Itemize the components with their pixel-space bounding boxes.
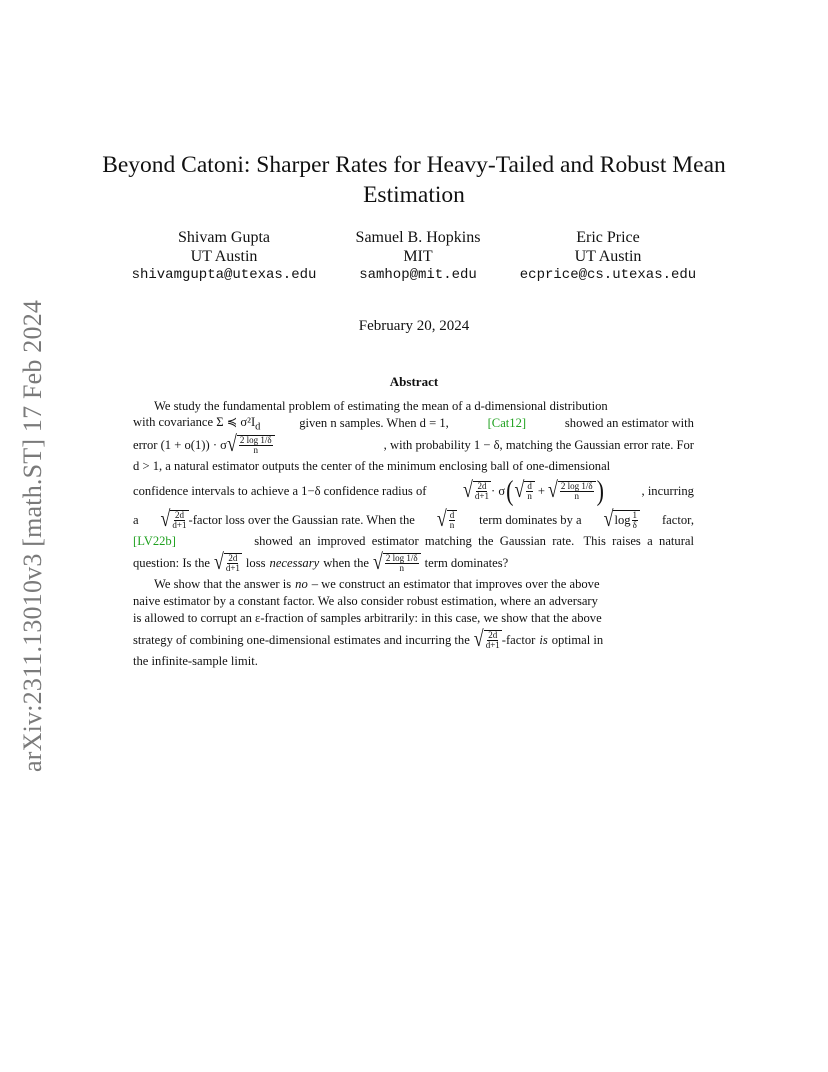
numerator: 2d xyxy=(488,629,498,640)
author-affiliation: UT Austin xyxy=(574,247,642,265)
radical-sign: √ xyxy=(373,548,383,574)
denominator: d+1 xyxy=(225,563,240,573)
abstract-line xyxy=(133,610,694,627)
abstract-line xyxy=(133,507,694,533)
radicand xyxy=(224,553,242,574)
sqrt-expression xyxy=(473,625,502,651)
fraction xyxy=(172,511,186,531)
radicand xyxy=(524,481,535,502)
radical-sign: √ xyxy=(436,505,447,531)
sqrt-expression xyxy=(160,505,189,531)
title-line-1: Beyond Catoni: Sharper Rates for Heavy-Tailed and Robust Mean xyxy=(102,152,726,178)
abstract-line xyxy=(133,475,694,507)
author-email[interactable]: shivamgupta@utexas.edu xyxy=(131,267,317,283)
numerator: 2d xyxy=(228,552,238,563)
abstract-text: term dominates? xyxy=(424,555,509,570)
abstract-line xyxy=(133,415,694,432)
math-expression xyxy=(473,625,536,651)
numerator: 2 log 1/δ xyxy=(385,552,418,563)
math-text: 1 xyxy=(260,434,265,445)
radical-sign: √ xyxy=(547,476,558,502)
radicand xyxy=(447,510,458,531)
math-expression xyxy=(133,430,275,456)
math-text: δ xyxy=(413,552,418,563)
paren-right: ) xyxy=(596,474,604,507)
radical-sign: √ xyxy=(473,625,484,651)
math-text: · σ xyxy=(491,483,506,498)
fraction xyxy=(632,511,639,531)
paper-date: February 20, 2024 xyxy=(358,318,470,334)
abstract-text: given n samples. When d = 1, xyxy=(299,416,449,430)
denominator: d+1 xyxy=(172,520,187,530)
abstract-text xyxy=(133,414,260,433)
radical-sign: √ xyxy=(160,505,171,531)
abstract-text: is allowed to corrupt an ε-fraction of samples arbitrarily: in this case, we show that the above xyxy=(133,611,602,625)
math-text: 2 log xyxy=(385,552,405,563)
abstract-text: -factor xyxy=(501,632,536,647)
abstract-text: factor, xyxy=(661,512,694,527)
author-block-3 xyxy=(512,229,704,285)
math-covariance: with covariance Σ ≼ σ²I xyxy=(133,415,256,430)
author-name: Samuel B. Hopkins xyxy=(355,229,481,246)
sqrt-expression xyxy=(436,505,457,531)
abstract-text: question: Is the xyxy=(133,555,210,570)
numerator: 2d xyxy=(477,480,487,491)
math-subscript: d xyxy=(255,421,261,433)
radical-sign: √ xyxy=(213,548,224,574)
abstract-text: We show that the answer is xyxy=(154,577,292,591)
radicand xyxy=(473,481,491,502)
math-expression xyxy=(160,505,415,531)
numerator: 2 log 1/δ xyxy=(239,434,272,445)
math-text: log xyxy=(614,513,631,527)
math-expression xyxy=(373,548,421,574)
abstract-line xyxy=(133,576,694,593)
math-text: + xyxy=(537,483,545,498)
numerator: 2d xyxy=(174,509,184,520)
abstract-line xyxy=(133,458,694,475)
author-block-2 xyxy=(340,229,496,285)
denominator: n xyxy=(253,445,258,455)
denominator: δ xyxy=(632,520,637,530)
author-affiliation: UT Austin xyxy=(190,247,258,265)
denominator: d+1 xyxy=(485,640,500,650)
abstract-line xyxy=(133,432,694,458)
abstract-text: -factor loss over the Gaussian rate. When the xyxy=(188,512,415,527)
sqrt-expression xyxy=(373,548,421,574)
denominator: n xyxy=(527,491,532,501)
radical-sign: √ xyxy=(226,430,237,456)
math-expression xyxy=(603,505,640,531)
math-text: 1 xyxy=(581,480,586,491)
radicand xyxy=(170,510,188,531)
abstract-line xyxy=(133,593,694,610)
sqrt-expression xyxy=(514,476,534,502)
denominator: n xyxy=(574,491,579,501)
radicand xyxy=(237,435,275,456)
radicand xyxy=(484,630,502,651)
abstract-body xyxy=(133,398,694,670)
sqrt-expression xyxy=(463,476,491,502)
abstract-text: showed an improved estimator matching the Gaussian rate. This raises a natural xyxy=(254,534,694,548)
author-email[interactable]: samhop@mit.edu xyxy=(359,267,477,283)
denominator: d+1 xyxy=(474,491,489,501)
denominator: n xyxy=(449,520,455,530)
math-expression xyxy=(436,505,457,531)
math-text: δ xyxy=(267,434,272,445)
radical-sign: √ xyxy=(603,505,614,531)
author-block-1 xyxy=(128,229,320,285)
numerator: d xyxy=(449,509,455,520)
author-name: Shivam Gupta xyxy=(178,229,270,246)
paren-left: ( xyxy=(506,474,514,507)
arxiv-stamp: arXiv:2311.13010v3 [math.ST] 17 Feb 2024 xyxy=(18,299,47,772)
emphasis-text: necessary xyxy=(269,555,320,570)
math-text: 2 log xyxy=(239,434,259,445)
abstract-text: We study the fundamental problem of estimating the mean of a d-dimensional distribution xyxy=(154,399,608,413)
abstract-text: strategy of combining one-dimensional estimates and incurring the xyxy=(133,632,470,647)
title-line-2: Estimation xyxy=(363,182,465,208)
sqrt-expression xyxy=(226,430,275,456)
fraction xyxy=(486,631,500,651)
abstract-line xyxy=(133,550,694,576)
author-email[interactable]: ecprice@cs.utexas.edu xyxy=(519,267,697,283)
math-expression xyxy=(213,548,242,574)
citation-link[interactable]: [Cat12] xyxy=(487,416,527,430)
fraction xyxy=(385,554,419,574)
abstract-heading: Abstract xyxy=(389,374,439,389)
radical-sign: √ xyxy=(514,476,525,502)
radicand xyxy=(383,553,421,574)
abstract-text: term dominates by a xyxy=(479,512,582,527)
abstract-text: loss xyxy=(245,555,266,570)
math-expression xyxy=(463,474,605,507)
radicand xyxy=(613,510,640,531)
abstract-text: error (1 + o(1)) · σ xyxy=(133,437,227,452)
abstract-text: naive estimator by a constant factor. We also consider robust estimation, where an adversary xyxy=(133,594,598,608)
radical-sign: √ xyxy=(463,476,473,502)
abstract-line xyxy=(133,653,694,670)
abstract-line xyxy=(133,627,694,653)
radicand xyxy=(558,481,596,502)
emphasis-text: no xyxy=(295,577,308,591)
sqrt-expression xyxy=(547,476,596,502)
abstract-text: , with probability 1 − δ, matching the Gaussian error rate. For xyxy=(383,437,694,452)
numerator: 2 log 1/δ xyxy=(560,480,593,491)
abstract-text: a xyxy=(133,512,139,527)
math-text: δ xyxy=(588,480,593,491)
fraction xyxy=(475,482,489,502)
abstract-line xyxy=(133,533,694,550)
author-affiliation: MIT xyxy=(403,247,433,265)
sqrt-expression xyxy=(603,505,640,531)
fraction xyxy=(226,554,240,574)
sqrt-expression xyxy=(213,548,242,574)
emphasis-text: is xyxy=(539,632,548,647)
fraction xyxy=(560,482,594,502)
fraction xyxy=(239,436,273,456)
denominator: n xyxy=(399,563,405,573)
paper-title xyxy=(90,150,738,210)
fraction xyxy=(449,511,456,531)
abstract-text: , incurring xyxy=(641,483,694,498)
abstract-text: confidence intervals to achieve a 1−δ confidence radius of xyxy=(133,483,427,498)
abstract-text: optimal in xyxy=(551,632,604,647)
numerator: d xyxy=(527,480,532,491)
author-name: Eric Price xyxy=(576,229,640,246)
math-text: 2 log xyxy=(560,480,580,491)
citation-link[interactable]: [LV22b] xyxy=(133,534,176,548)
numerator: 1 xyxy=(632,509,638,520)
abstract-text: the infinite-sample limit. xyxy=(133,654,258,668)
abstract-text: when the xyxy=(323,555,369,570)
math-text: 1 xyxy=(406,552,411,563)
fraction xyxy=(526,482,533,502)
abstract-line xyxy=(133,398,694,415)
abstract-text: showed an estimator with xyxy=(564,416,694,430)
abstract-text: d > 1, a natural estimator outputs the center of the minimum enclosing ball of one-dimensional xyxy=(133,459,611,473)
abstract-text: – we construct an estimator that improves over the above xyxy=(311,577,600,591)
